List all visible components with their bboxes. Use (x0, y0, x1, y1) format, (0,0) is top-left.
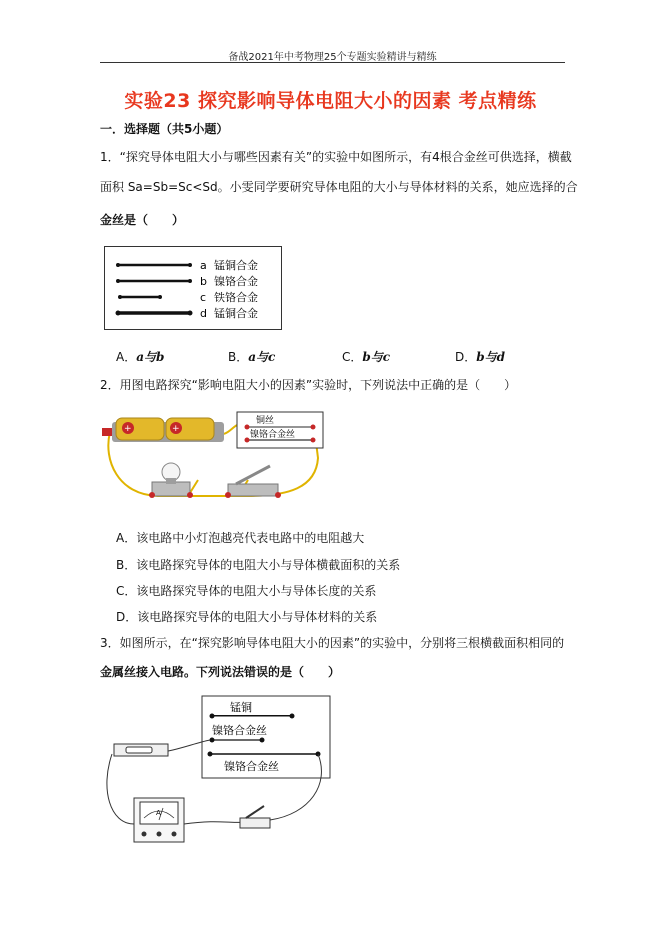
q2-board-label-1: 铜丝 (256, 416, 275, 426)
q1-option-d[interactable]: D．b与d (455, 350, 506, 364)
header-divider (100, 62, 565, 63)
wire-d-label: 锰铜合金 (214, 307, 258, 320)
q3-board-label-2: 镍铬合金丝 (212, 724, 267, 737)
wire-d-letter: d (200, 307, 207, 320)
q3-board-label-3: 镍铬合金丝 (224, 760, 279, 773)
page-header: 备战2021年中考物理25个专题实验精讲与精练 (228, 52, 437, 63)
svg-text:+: + (124, 424, 132, 434)
q2-choice-d[interactable]: D．该电路探究导体的电阻大小与导体材料的关系 (116, 610, 378, 624)
wire-b-letter: b (200, 275, 207, 288)
q3-circuit-figure (100, 694, 335, 854)
q2-choice-c[interactable]: C．该电路探究导体的电阻大小与导体长度的关系 (116, 584, 377, 598)
wire-b-label: 镍铬合金 (214, 275, 258, 288)
page-title: 实验23 探究影响导体电阻大小的因素 考点精练 (124, 90, 537, 112)
q2-choice-b[interactable]: B．该电路探究导体的电阻大小与导体横截面积的关系 (116, 558, 401, 572)
q1-line1: 1．“探究导体电阻大小与哪些因素有关”的实验中如图所示，有4根合金丝可供选择，横截 (100, 150, 572, 164)
q1-line2: 面积 Sa=Sb=Sc<Sd。小雯同学要研究导体电阻的大小与导体材料的关系，她应选择的合 (100, 180, 578, 194)
q1-line3: 金丝是（ ） (100, 213, 185, 227)
wire-c-label: 铁铬合金 (214, 291, 258, 304)
q2-choice-a[interactable]: A．该电路中小灯泡越亮代表电路中的电阻越大 (116, 531, 365, 545)
q1-wire-figure (104, 246, 282, 330)
svg-text:+: + (172, 424, 180, 434)
q1-option-c[interactable]: C．b与c (342, 350, 391, 364)
wire-a-letter: a (200, 259, 207, 272)
q3-line2: 金属丝接入电路。下列说法错误的是（ ） (100, 665, 341, 679)
wire-a-label: 锰铜合金 (214, 259, 258, 272)
q2-circuit-figure (98, 400, 328, 510)
q2-line1: 2．用图电路探究“影响电阻大小的因素”实验时，下列说法中正确的是（ ） (100, 378, 517, 392)
q3-meter-label: A (156, 809, 161, 817)
section-heading: 一．选择题（共5小题） (100, 122, 229, 136)
q1-option-a[interactable]: A．a与b (116, 350, 165, 364)
q3-board-label-1: 锰铜 (230, 701, 252, 714)
wire-c-letter: c (200, 291, 207, 304)
q3-line1: 3．如图所示，在“探究影响导体电阻大小的因素”的实验中，分别将三根横截面积相同的 (100, 636, 565, 650)
q1-option-b[interactable]: B．a与c (228, 350, 276, 364)
q2-board-label-2: 镍铬合金丝 (250, 430, 296, 440)
